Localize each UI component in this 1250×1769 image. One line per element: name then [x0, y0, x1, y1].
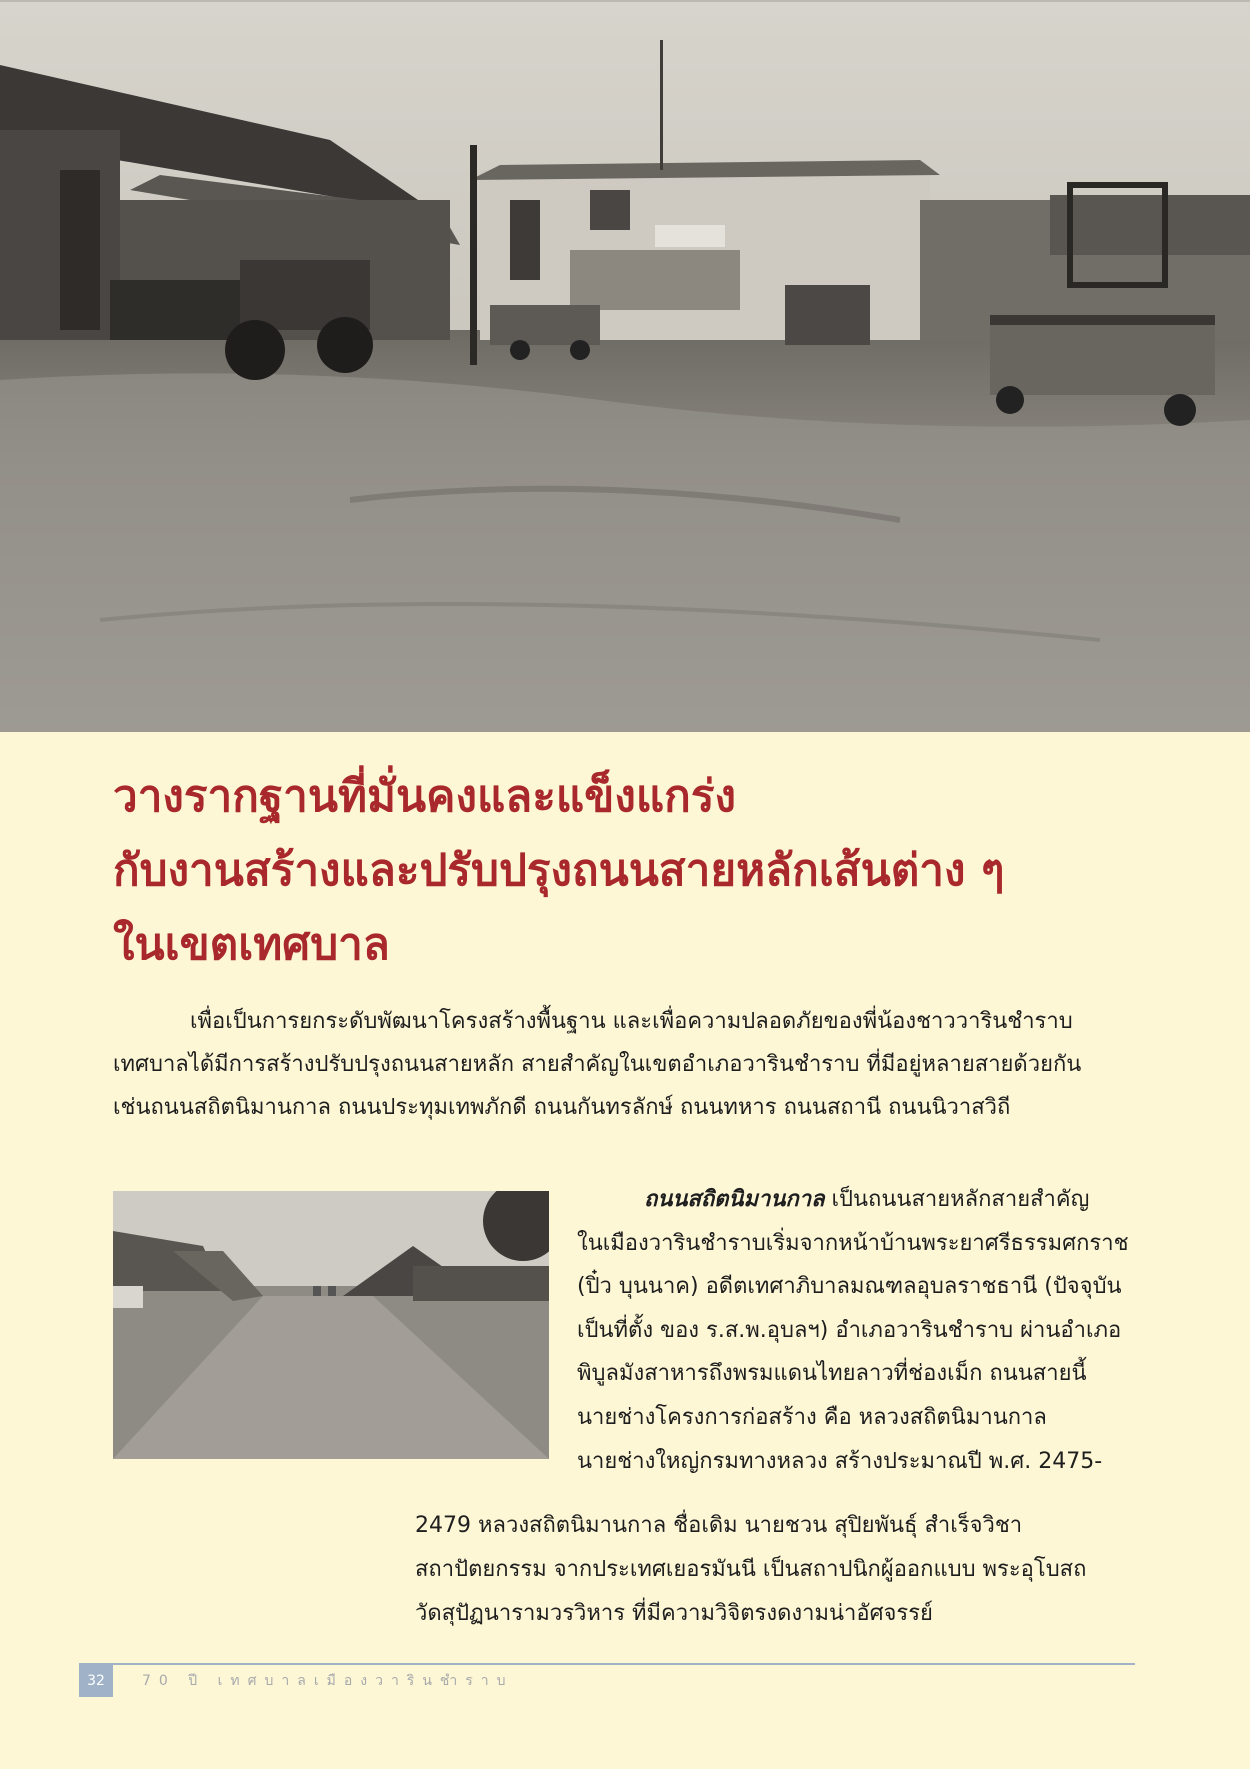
title-line: ในเขตเทศบาล — [113, 919, 390, 970]
page-number: 32 — [79, 1664, 113, 1697]
article-first-line — [577, 1178, 1137, 1222]
intro-line: เทศบาลได้มีการสร้างปรับปรุงถนนสายหลัก สายสำคัญในเขตอำเภอวารินชำราบ ที่มีอยู่หลายสายด้วยกัน — [113, 1052, 1082, 1077]
inset-photo — [113, 1191, 549, 1459]
article-line: (ปิ๋ว บุนนาค) อดีตเทศาภิบาลมณฑลอุบลราชธานี (ปัจจุบัน — [577, 1274, 1122, 1300]
footer-rule — [79, 1663, 1135, 1665]
title-line: กับงานสร้างและปรับปรุงถนนสายหลักเส้นต่าง ๆ — [113, 845, 1005, 896]
article-title — [113, 760, 1153, 982]
article-body — [577, 1178, 1137, 1483]
article-line: สถาปัตยกรรม จากประเทศเยอรมันนี เป็นสถาปนิกผู้ออกแบบ พระอุโบสถ — [415, 1557, 1087, 1582]
historical-street-construction-photo-icon — [0, 0, 1250, 732]
intro-line: เช่นถนนสถิตนิมานกาล ถนนประทุมเทพภักดี ถนนกันทรลักษ์ ถนนทหาร ถนนสถานี ถนนนิวาสวิถี — [113, 1095, 1011, 1120]
article-line: ในเมืองวารินชำราบเริ่มจากหน้าบ้านพระยาศรีธรรมศกราช — [577, 1230, 1129, 1256]
article-lead: ถนนสถิตนิมานกาล — [644, 1187, 825, 1212]
title-line: วางรากฐานที่มั่นคงและแข็งแกร่ง — [113, 771, 736, 822]
article-line: นายช่างใหญ่กรมทางหลวง สร้างประมาณปี พ.ศ. 2475- — [577, 1448, 1103, 1474]
hero-photo — [0, 0, 1250, 732]
article-line: พิบูลมังสาหารถึงพรมแดนไทยลาวที่ช่องเม็ก ถนนสายนี้ — [577, 1361, 1087, 1387]
article-line: นายช่างโครงการก่อสร้าง คือ หลวงสถิตนิมานกาล — [577, 1404, 1047, 1430]
article-line: 2479 หลวงสถิตนิมานกาล ชื่อเดิม นายชวน สุปิยพันธุ์ สำเร็จวิชา — [415, 1513, 1023, 1538]
intro-paragraph — [113, 1000, 1135, 1129]
article-lead-rest: เป็นถนนสายหลักสายสำคัญ — [824, 1187, 1090, 1212]
intro-line: เพื่อเป็นการยกระดับพัฒนาโครงสร้างพื้นฐาน และเพื่อความปลอดภัยของพี่น้องชาววารินชำราบ — [190, 1009, 1073, 1034]
article-line: วัดสุปัฏนารามวรวิหาร ที่มีความวิจิตรงดงามน่าอัศจรรย์ — [415, 1601, 933, 1626]
historical-road-photo-icon — [113, 1191, 549, 1459]
article-body-continued — [415, 1504, 1137, 1636]
running-title: 70 ปี เทศบาลเมืองวารินชำราบ — [142, 1673, 514, 1689]
article-line: เป็นที่ตั้ง ของ ร.ส.พ.อุบลฯ) อำเภอวารินชำราบ ผ่านอำเภอ — [577, 1317, 1122, 1343]
